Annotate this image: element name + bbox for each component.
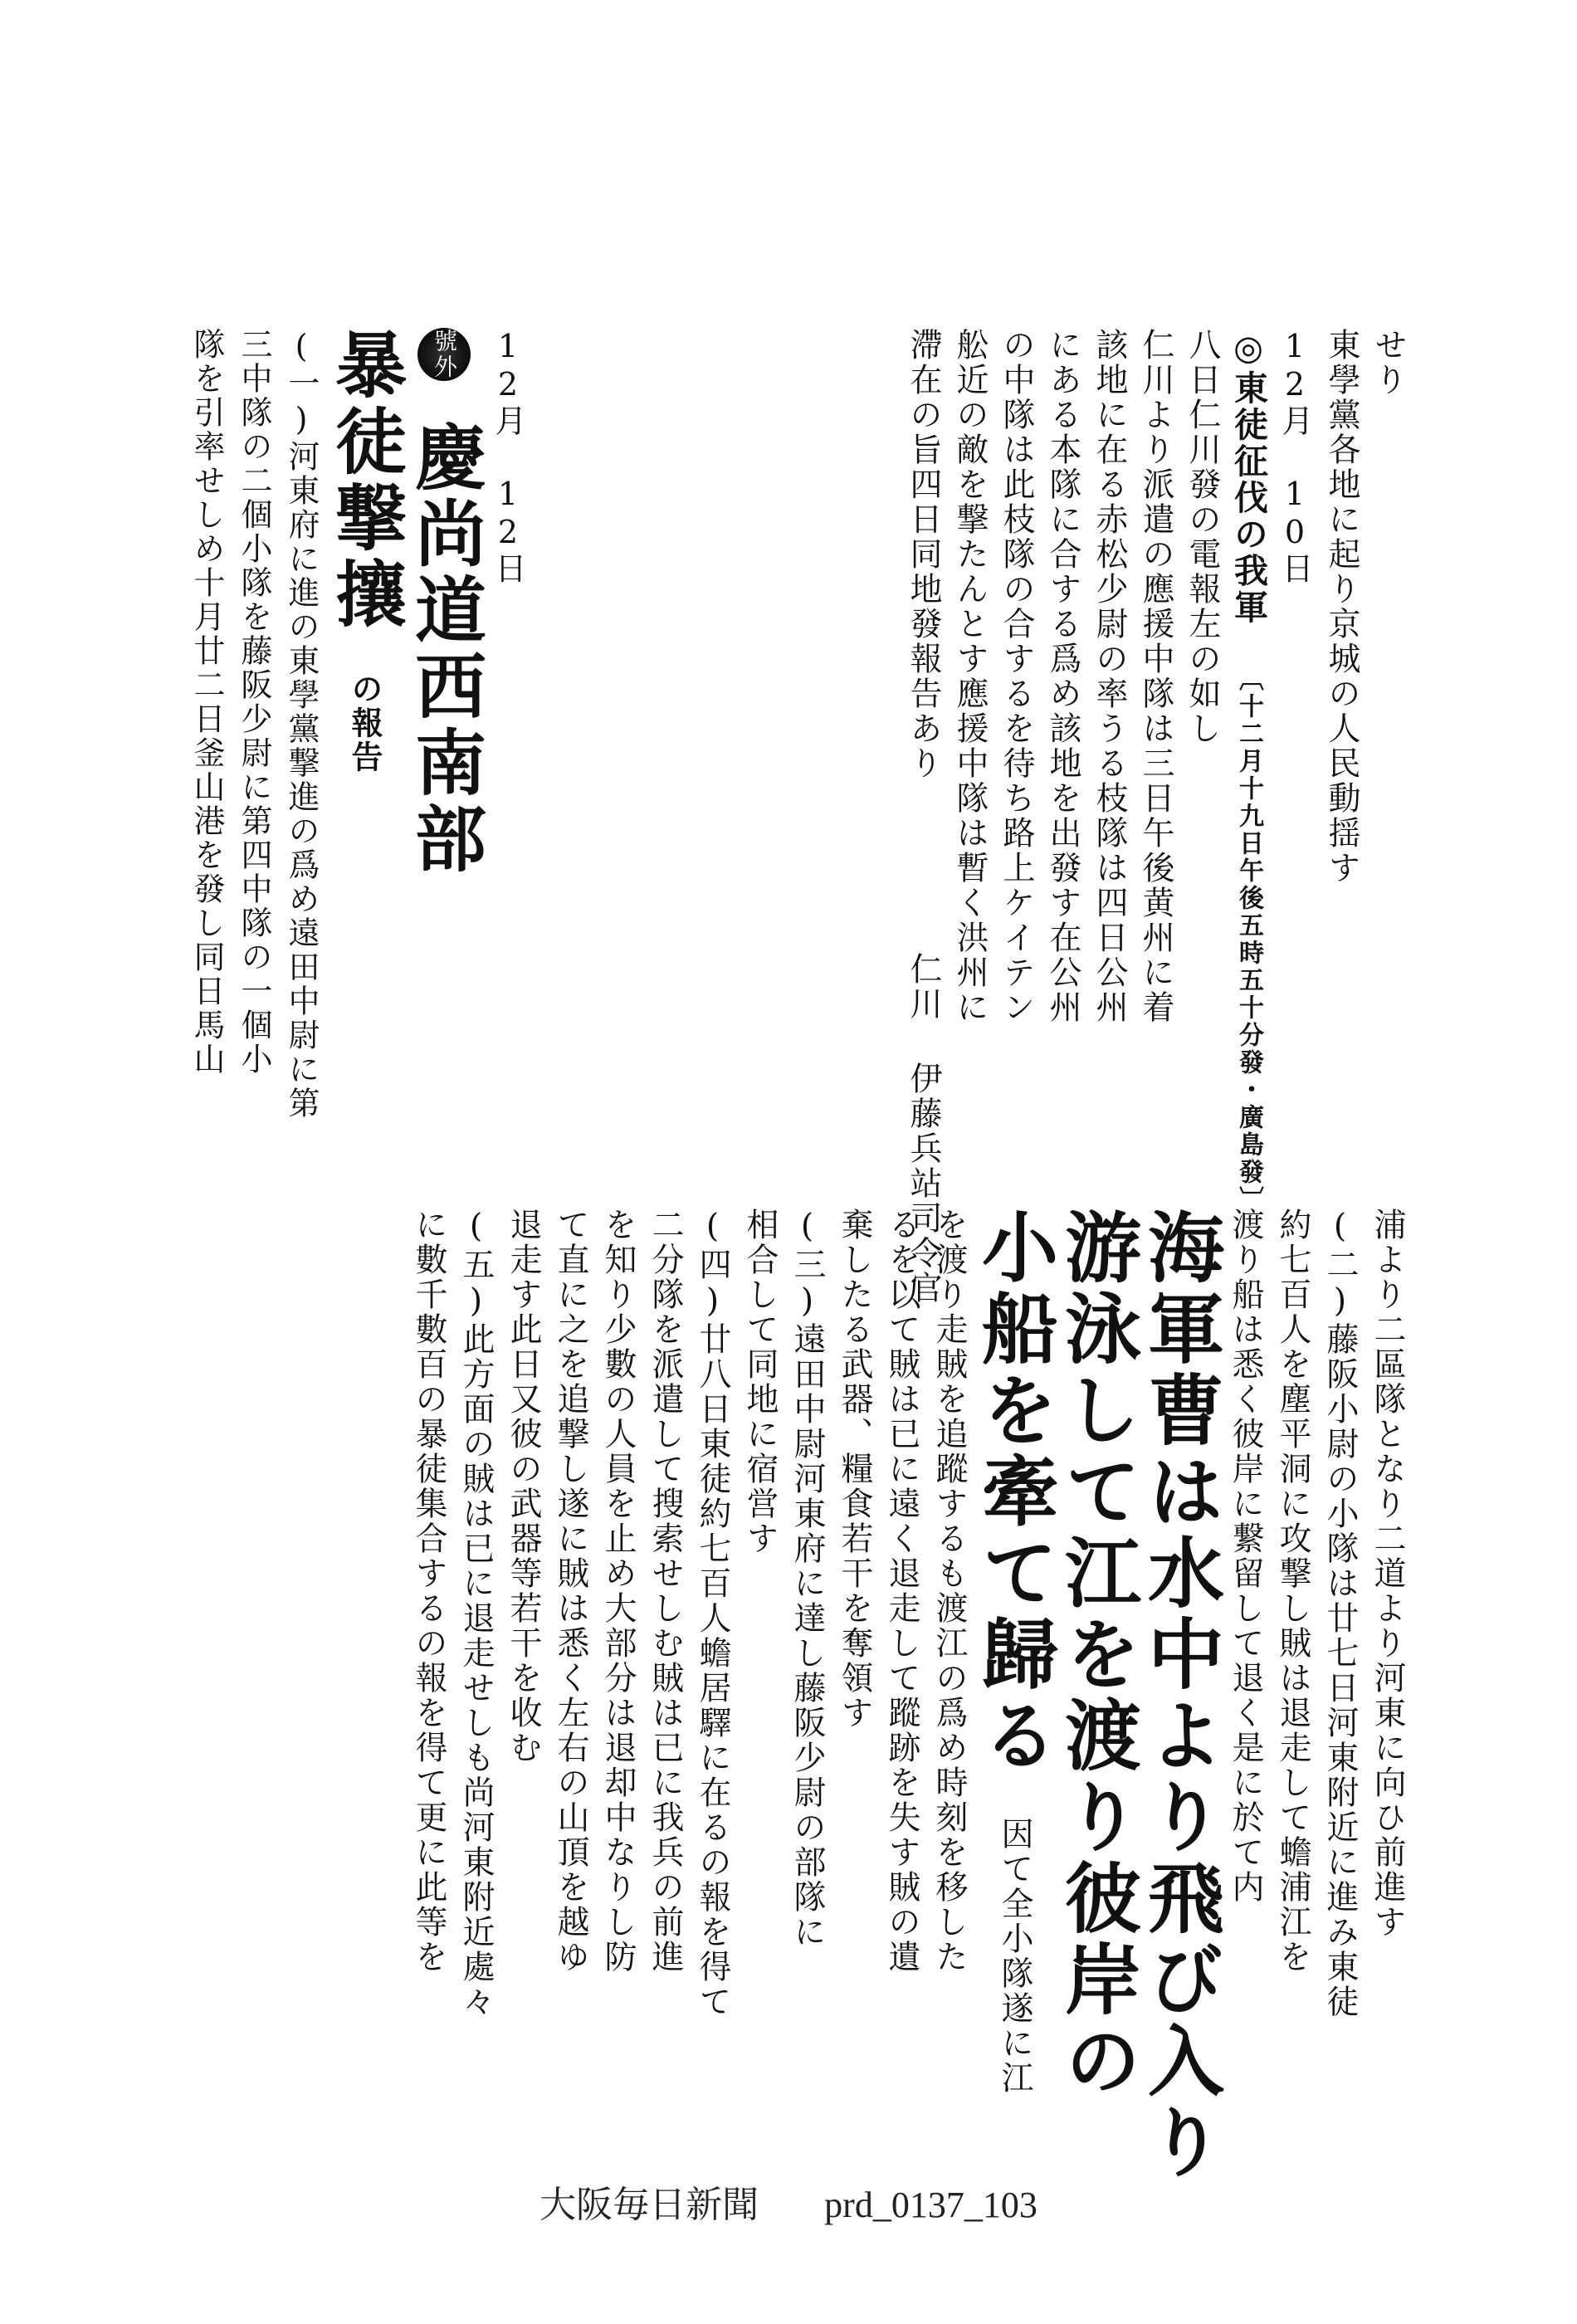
body-line: 約七百人を塵平洞に攻撃し賊は退走して蟾浦江を [1274,1208,1311,1975]
sub-headline-3-line [969,1208,1059,2184]
body-line: 退走す此日又彼の武器等若干を收む [505,1208,542,1765]
continuation-block [405,1208,1411,2184]
article-gyeongsang [183,328,531,1120]
body-line: (三)遠田中尉河東府に達し藤阪少尉の部隊に [788,1208,826,1950]
page-id: prd_0137_103 [824,2185,1038,2225]
page-caption [0,2175,1577,2228]
body-line: 八日仁川發の電報左の如し [1184,328,1221,746]
dateline-note: 〔十二月十九日午後五時五十分發・廣島發〕 [1234,666,1263,1213]
body-line: (五)此方面の賊は已に退走せしも尚河東附近處々 [457,1208,495,2019]
headline-column-1 [404,328,484,1120]
body-line: (四)廿八日東徒約七百人蟾居驛に在るの報を得て [694,1208,731,2019]
headline: 慶尚道西南部 [403,420,486,878]
sub-headline-3: 小船を牽て歸る [969,1208,1059,1777]
body-line: 浦より二區隊となり二道より河東に向ひ前進す [1369,1208,1406,1940]
article-east-campaign [900,328,1411,1306]
article-date: 12月 12日 [490,328,526,585]
body-line: 相合して同地に宿営す [741,1208,779,1556]
article-heading-line [1225,328,1272,1306]
article-heading: ◎東徒征伐の我軍 [1228,328,1268,626]
body-line: (一)河東府に進の東學黨撃進の爲め遠田中尉に第 [283,328,320,1120]
body-line: 隊を引率せしめ十月廿二日釜山港を發し同日馬山 [188,328,225,1077]
sub-headline-1: 海軍曹は水中より飛び入り [1135,1208,1225,2184]
headline-tail: 因て全小隊遂に江 [996,1817,1033,2096]
body-line: を渡り走賊を追蹤するも渡江の爲め時刻を移した [930,1208,968,1975]
lead-line-2: 東學黨各地に起り京城の人民動揺す [1323,328,1360,886]
body-line: て直に之を追撃し遂に賊は悉く左右の山頂を越ゆ [552,1208,589,1975]
sub-headline-2: 游泳して江を渡り彼岸の [1052,1208,1142,2102]
body-line: 仁川より派遣の應援中隊は三日午後黄州に着 [1137,328,1174,1025]
body-line-text: 滯在の旨四日同地發報告あり [905,328,942,781]
body-line: るを以て賊は已に遠く退走して蹤跡を失す賊の遺 [883,1208,920,1975]
headline-sub: の報告 [346,672,383,774]
body-line: 三中隊の二個小隊を藤阪少尉に第四中隊の一個小 [236,328,272,1077]
signature: 仁川 伊藤兵站司令官 [905,952,942,1306]
body-line: 舩近の敵を撃たんとす應援中隊は暫く洪州に [951,328,989,1025]
article-date: 12月 10日 [1277,328,1313,585]
body-line: を知り少數の人員を止め大部分は退却中なりし防 [599,1208,637,1975]
body-line: 二分隊を派遣して搜索せしむ賊は已に我兵の前進 [647,1208,684,1975]
headline-2: 暴徒撃攘 [323,328,407,633]
body-line: 渡り船は悉く彼岸に繋留して退く是に於て内 [1227,1208,1264,1905]
extra-seal-icon: 號外 [417,328,471,381]
body-line: (二)藤阪小尉の小隊は廿七日河東附近に進み東徒 [1321,1208,1359,2019]
lead-line-1: せり [1370,328,1407,398]
body-line: 棄したる武器、糧食若干を奪領す [836,1208,873,1731]
body-line: にある本隊に合する爲め該地を出發す在公州 [1044,328,1081,1025]
body-line: の中隊は此枝隊の合するを待ち路上ケイテン [998,328,1035,1025]
source-title: 大阪毎日新聞 [540,2185,759,2225]
headline-column-2 [323,328,407,1120]
body-line [900,328,946,1306]
body-line: に數千數百の暴徒集合するの報を得て更に此等を [410,1208,447,1975]
body-line: 該地に在る赤松少尉の率うる枝隊は四日公州 [1091,328,1128,1025]
